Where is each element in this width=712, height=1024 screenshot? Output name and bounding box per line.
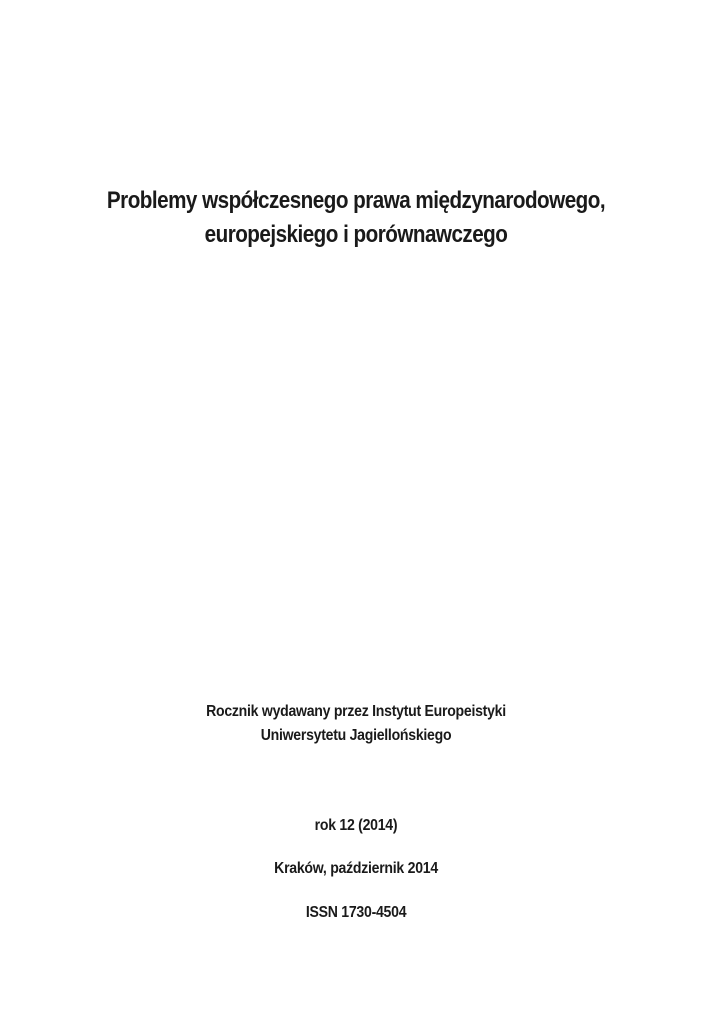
issn-number [0,902,712,924]
volume-year-text: rok 12 (2014) [314,817,398,834]
place-date-text: Kraków, październik 2014 [274,860,438,877]
issn-text: ISSN 1730-4504 [305,904,407,921]
title-line-1: Problemy współczesnego prawa międzynarodowego, [106,187,606,214]
volume-year [0,815,712,837]
document-title [0,184,712,252]
publisher-line-2: Uniwersytetu Jagiellońskiego [260,727,452,744]
title-line-2: europejskiego i porównawczego [204,221,508,248]
publisher-info [0,700,712,748]
place-date [0,858,712,880]
publisher-line-1: Rocznik wydawany przez Instytut Europeistyki [206,703,506,720]
